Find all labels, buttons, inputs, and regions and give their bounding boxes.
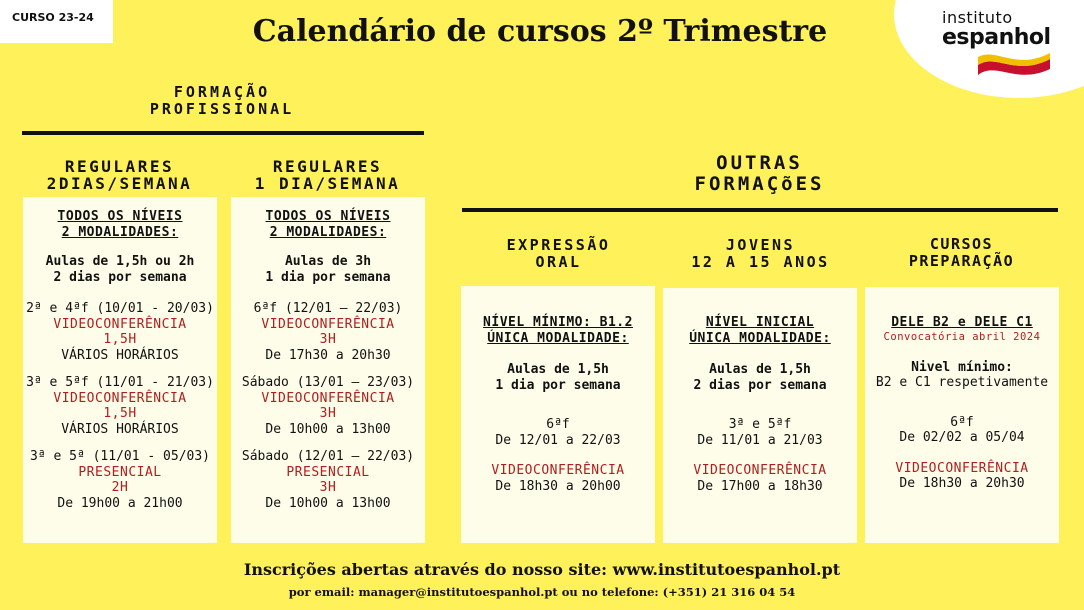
col2-level-line1: TODOS OS NÍVEIS xyxy=(265,209,391,224)
col3-card xyxy=(461,286,655,543)
col3-heading-line2: ORAL xyxy=(535,253,582,271)
logo-line2: espanhol xyxy=(942,25,1051,50)
outras-heading-line1: OUTRAS xyxy=(716,152,803,174)
col2-g2-mode: VIDEOCONFERÊNCIA xyxy=(261,390,395,406)
col5-level: DELE B2 e DELE C1 xyxy=(891,315,1033,330)
col3-level-line1: NÍVEL MÍNIMO: B1.2 xyxy=(483,315,633,330)
col4-desc-line2: 2 dias por semana xyxy=(693,377,827,393)
flag-swoosh-icon xyxy=(976,51,1052,85)
col2-g3-mode: PRESENCIAL xyxy=(286,464,370,480)
col1-g3-days: 3ª e 5ª (11/01 - 05/03) xyxy=(29,449,210,464)
col3-mode: VIDEOCONFERÊNCIA xyxy=(491,463,625,478)
col4-heading xyxy=(663,237,858,271)
col4-dates: De 11/01 a 21/03 xyxy=(697,432,823,448)
col2-g2-time: De 10h00 a 13h00 xyxy=(265,421,391,437)
col5-mode: VIDEOCONFERÊNCIA xyxy=(895,460,1029,476)
col2-heading xyxy=(230,158,425,192)
registration-footer[interactable]: Inscrições abertas através do nosso site: www.institutoespanhol.pt xyxy=(243,560,841,579)
col5-heading-line2: PREPARAÇÃO xyxy=(908,252,1015,270)
col2-g1-time: De 17h30 a 20h30 xyxy=(265,347,391,363)
col1-heading xyxy=(22,158,217,192)
col2-g1-duration: 3H xyxy=(319,332,337,347)
col3-days: 6ªf xyxy=(546,417,570,432)
col2-desc-line2: 1 dia por semana xyxy=(265,269,391,285)
col5-heading xyxy=(864,236,1059,270)
col2-desc-line1: Aulas de 3h xyxy=(284,254,372,269)
contact-footer[interactable]: por email: manager@institutoespanhol.pt ou no telefone: (+351) 21 316 04 54 xyxy=(288,585,796,599)
col2-g3-duration: 3H xyxy=(319,480,337,495)
col1-level-line1: TODOS OS NÍVEIS xyxy=(57,209,183,224)
col2-level-line2: 2 MODALIDADES: xyxy=(269,224,387,240)
col2-g3-time: De 10h00 a 13h00 xyxy=(265,495,391,511)
col1-g1-time: VÁRIOS HORÁRIOS xyxy=(61,347,179,363)
col1-g2-mode: VIDEOCONFERÊNCIA xyxy=(53,390,187,406)
col1-g3-mode: PRESENCIAL xyxy=(78,464,162,480)
col1-g2-days: 3ª e 5ªf (11/01 - 21/03) xyxy=(26,375,214,390)
col4-heading-line2: 12 A 15 ANOS xyxy=(691,253,830,271)
col2-heading-line1: REGULARES xyxy=(272,157,383,176)
col3-desc-line2: 1 dia por semana xyxy=(495,377,621,393)
col3-heading xyxy=(461,237,656,271)
col4-card xyxy=(663,288,857,543)
col4-level-line1: NÍVEL INICIAL xyxy=(705,315,815,330)
col5-heading-line1: CURSOS xyxy=(929,235,994,253)
col5-desc-line1: Nivel mínimo: xyxy=(911,359,1013,375)
col5-time: De 18h30 a 20h30 xyxy=(899,476,1025,491)
page-title: Calendário de cursos 2º Trimestre xyxy=(252,14,828,49)
col4-desc-line1: Aulas de 1,5h xyxy=(709,362,811,377)
col1-g2-duration: 1,5H xyxy=(103,406,137,421)
col5-card xyxy=(865,287,1059,543)
col3-time: De 18h30 a 20h00 xyxy=(495,478,621,494)
outras-heading-line2: FORMAÇõES xyxy=(694,173,825,195)
col2-g1-mode: VIDEOCONFERÊNCIA xyxy=(261,316,395,332)
col3-heading-line1: EXPRESSÃO xyxy=(506,236,611,254)
col3-dates: De 12/01 a 22/03 xyxy=(495,432,621,448)
col1-g1-duration: 1,5H xyxy=(103,332,137,347)
formacao-heading-line2: PROFISSIONAL xyxy=(149,100,295,118)
col1-g3-time: De 19h00 a 21h00 xyxy=(57,495,183,511)
col4-level-line2: ÚNICA MODALIDADE: xyxy=(689,330,831,346)
outras-divider xyxy=(462,208,1058,212)
outras-heading xyxy=(462,153,1057,195)
brand-logo[interactable] xyxy=(942,9,1062,89)
col5-desc-line2: B2 e C1 respetivamente xyxy=(875,375,1049,390)
formacao-heading-line1: FORMAÇÃO xyxy=(173,83,271,101)
col5-dates: De 02/02 a 05/04 xyxy=(899,430,1025,445)
col2-g1-days: 6ªf (12/01 – 22/03) xyxy=(253,301,403,316)
col1-heading-line1: REGULARES xyxy=(64,157,175,176)
col1-level-line2: 2 MODALIDADES: xyxy=(61,224,179,240)
col2-g3-days: Sábado (12/01 – 22/03) xyxy=(241,449,415,464)
col1-desc-line1: Aulas de 1,5h ou 2h xyxy=(45,254,195,269)
col4-days: 3ª e 5ªf xyxy=(728,417,792,432)
formacao-heading xyxy=(22,84,422,118)
col2-g2-days: Sábado (13/01 – 23/03) xyxy=(241,375,415,390)
col2-heading-line2: 1 DIA/SEMANA xyxy=(254,174,401,193)
logo-line1: instituto xyxy=(942,8,1013,27)
col2-card xyxy=(231,197,425,543)
col4-time: De 17h00 a 18h30 xyxy=(697,478,823,494)
col1-desc-line2: 2 dias por semana xyxy=(53,269,187,285)
col5-days: 6ªf xyxy=(950,414,974,430)
formacao-divider xyxy=(22,131,424,135)
col1-g1-days: 2ª e 4ªf (10/01 - 20/03) xyxy=(26,301,214,316)
col1-g3-duration: 2H xyxy=(111,480,129,495)
col1-g2-time: VÁRIOS HORÁRIOS xyxy=(61,421,179,437)
col3-desc-line1: Aulas de 1,5h xyxy=(507,362,609,377)
col4-mode: VIDEOCONFERÊNCIA xyxy=(693,463,827,478)
col1-heading-line2: 2DIAS/SEMANA xyxy=(46,174,193,193)
col2-g2-duration: 3H xyxy=(319,406,337,421)
col5-note: Convocatória abril 2024 xyxy=(883,330,1041,343)
col1-card xyxy=(23,197,217,543)
course-year-badge: CURSO 23-24 xyxy=(0,0,113,43)
col3-level-line2: ÚNICA MODALIDADE: xyxy=(487,330,629,346)
col1-g1-mode: VIDEOCONFERÊNCIA xyxy=(53,316,187,332)
col4-heading-line1: JOVENS xyxy=(725,236,796,254)
